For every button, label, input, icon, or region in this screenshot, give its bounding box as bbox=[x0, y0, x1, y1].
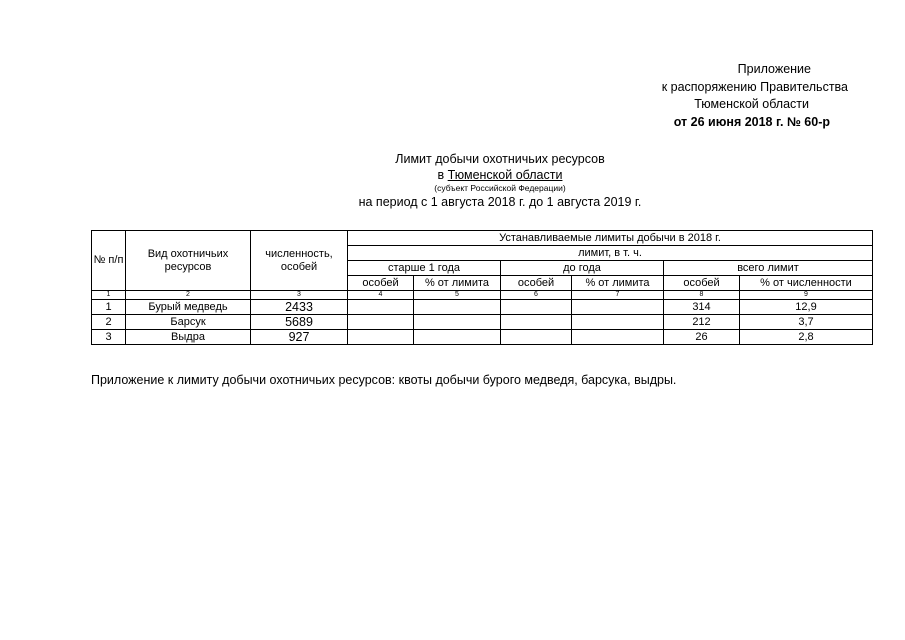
col-num-1: 1 bbox=[92, 291, 126, 300]
header-num: № п/п bbox=[92, 231, 126, 291]
col-num-4: 4 bbox=[348, 291, 414, 300]
title-subject-caption: (субъект Российской Федерации) bbox=[434, 183, 566, 193]
row-total-pct: 3,7 bbox=[740, 315, 873, 330]
document-title bbox=[200, 151, 800, 210]
row-total-ind: 212 bbox=[664, 315, 740, 330]
row-young-pct bbox=[572, 315, 664, 330]
row-older-pct bbox=[414, 315, 501, 330]
row-older-pct bbox=[414, 330, 501, 345]
header-total-ind: особей bbox=[664, 276, 740, 291]
header-limits: Устанавливаемые лимиты добычи в 2018 г. bbox=[348, 231, 873, 246]
row-kind: Бурый медведь bbox=[126, 300, 251, 315]
limits-table bbox=[91, 230, 873, 345]
col-num-3: 3 bbox=[251, 291, 348, 300]
header-young-ind: особей bbox=[501, 276, 572, 291]
appendix-region: Тюменской области bbox=[694, 97, 809, 111]
row-num: 1 bbox=[92, 300, 126, 315]
header-total-pct: % от численности bbox=[740, 276, 873, 291]
row-total-pct: 12,9 bbox=[740, 300, 873, 315]
col-num-9: 9 bbox=[740, 291, 873, 300]
row-count: 2433 bbox=[251, 300, 348, 315]
col-num-5: 5 bbox=[414, 291, 501, 300]
table-row bbox=[92, 330, 873, 345]
row-total-ind: 314 bbox=[664, 300, 740, 315]
row-young-ind bbox=[501, 300, 572, 315]
row-young-pct bbox=[572, 300, 664, 315]
header-older: старше 1 года bbox=[348, 261, 501, 276]
row-older-ind bbox=[348, 330, 414, 345]
col-num-7: 7 bbox=[572, 291, 664, 300]
col-num-6: 6 bbox=[501, 291, 572, 300]
row-kind: Барсук bbox=[126, 315, 251, 330]
row-num: 2 bbox=[92, 315, 126, 330]
header-kind: Вид охотничьих ресурсов bbox=[126, 231, 251, 291]
header-young-pct: % от лимита bbox=[572, 276, 664, 291]
footnote: Приложение к лимиту добычи охотничьих ресурсов: квоты добычи бурого медведя, барсука, выдры. bbox=[91, 373, 677, 387]
header-count: численность, особей bbox=[251, 231, 348, 291]
appendix-header bbox=[505, 61, 905, 131]
column-number-row bbox=[92, 291, 873, 300]
title-line1: Лимит добычи охотничьих ресурсов bbox=[395, 152, 605, 166]
header-older-ind: особей bbox=[348, 276, 414, 291]
table-row bbox=[92, 300, 873, 315]
row-count: 5689 bbox=[251, 315, 348, 330]
row-num: 3 bbox=[92, 330, 126, 345]
row-count: 927 bbox=[251, 330, 348, 345]
row-older-ind bbox=[348, 300, 414, 315]
header-young: до года bbox=[501, 261, 664, 276]
table-row bbox=[92, 315, 873, 330]
header-total: всего лимит bbox=[664, 261, 873, 276]
appendix-title: Приложение bbox=[737, 62, 811, 76]
row-total-ind: 26 bbox=[664, 330, 740, 345]
header-older-pct: % от лимита bbox=[414, 276, 501, 291]
appendix-date: от 26 июня 2018 г. № 60-р bbox=[673, 114, 830, 129]
col-num-2: 2 bbox=[126, 291, 251, 300]
row-total-pct: 2,8 bbox=[740, 330, 873, 345]
row-young-pct bbox=[572, 330, 664, 345]
row-young-ind bbox=[501, 330, 572, 345]
row-kind: Выдра bbox=[126, 330, 251, 345]
title-prefix: в bbox=[437, 168, 448, 182]
title-line2 bbox=[200, 167, 800, 183]
row-young-ind bbox=[501, 315, 572, 330]
appendix-ref: к распоряжению Правительства bbox=[661, 79, 848, 94]
col-num-8: 8 bbox=[664, 291, 740, 300]
header-incl: лимит, в т. ч. bbox=[348, 246, 873, 261]
row-older-ind bbox=[348, 315, 414, 330]
title-period: на период с 1 августа 2018 г. до 1 августа 2019 г. bbox=[358, 195, 642, 209]
row-older-pct bbox=[414, 300, 501, 315]
title-region: Тюменской области bbox=[447, 168, 563, 182]
